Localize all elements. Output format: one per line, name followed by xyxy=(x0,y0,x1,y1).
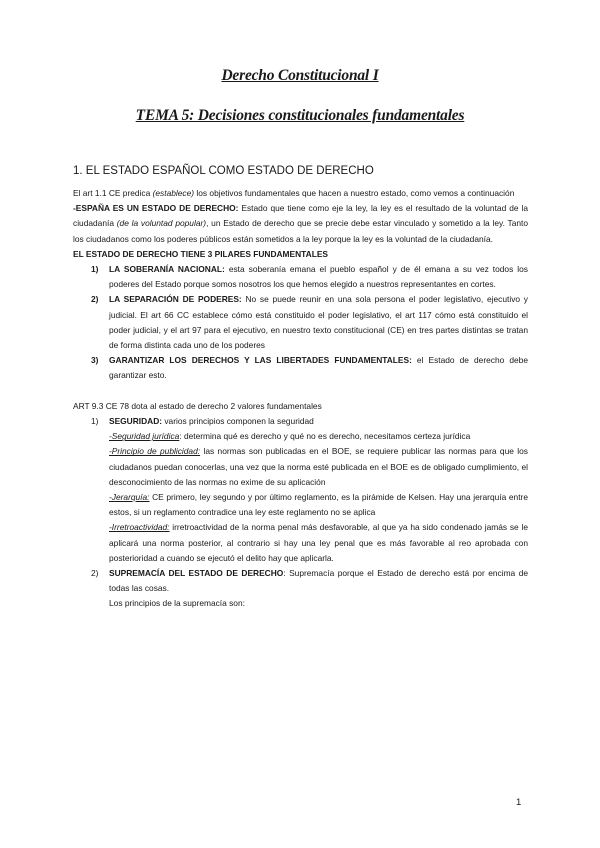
list-item xyxy=(73,262,528,292)
principle-text: : determina qué es derecho y qué no es derecho, necesitamos certeza jurídica xyxy=(179,431,471,442)
principle-text: CE primero, ley segundo y por último reglamento, es la pirámide de Kelsen. Hay una jerarquía entre estos, si un reglamento contradice una ley este reglamento no se aplica xyxy=(109,492,528,518)
estado-derecho-label: -ESPAÑA ES UN ESTADO DE DERECHO: xyxy=(73,203,239,214)
principle-text: irretroactividad de la norma penal más desfavorable, al que ya ha sido condenado jamás se le aplicará una norma posterior, al contrario si hay una ley penal que es más favorable al reo aprobada con posterioridad a cuando se ejecutó el delito hay que aplicarla. xyxy=(109,522,528,563)
value-text: varios principios componen la seguridad xyxy=(162,416,314,427)
course-title: Derecho Constitucional I xyxy=(221,67,379,84)
principle-text: las normas son publicadas en el BOE, se requiere publicar las normas para que los ciudadanos puedan conocerlas, una vez que la norma esté publicada en el BOE es de obligado cumplimiento, el desconocimiento de las normas no exime de su aplicación xyxy=(109,446,528,487)
topic-title: TEMA 5: Decisiones constitucionales fundamentales xyxy=(135,107,465,124)
intro-text-end: los objetivos fundamentales que hacen a nuestro estado, como vemos a continuación xyxy=(194,188,515,198)
pillars-heading-text: EL ESTADO DE DERECHO TIENE 3 PILARES FUNDAMENTALES xyxy=(73,248,328,259)
estado-derecho-text-end: , un Estado de derecho que se precie debe estar vinculado y sometido a la ley. Tanto los ciudadanos como los poderes públicos están sometidos a la ley porque la ley es la voluntad de la ciudadanía. xyxy=(73,218,528,244)
value-text: : Supremacía porque el Estado de derecho está por encima de todas las cosas. xyxy=(109,568,529,594)
spacer xyxy=(73,384,528,399)
principle-label: -Principio de publicidad: xyxy=(109,446,201,457)
pillar-label: GARANTIZAR LOS DERECHOS Y LAS LIBERTADES FUNDAMENTALES: xyxy=(109,355,412,366)
art93-intro: ART 9.3 CE 78 dota al estado de derecho 2 valores fundamentales xyxy=(73,400,322,411)
list-number: 2) xyxy=(91,568,99,579)
principle-item xyxy=(109,520,528,566)
document-body xyxy=(73,186,528,612)
list-number: 1) xyxy=(91,264,99,275)
principle-label: -Seguridad jurídica xyxy=(109,431,180,442)
estado-derecho-text: Estado que tiene como eje la ley, la ley es el resultado de la voluntad de la ciudadanía xyxy=(73,203,528,229)
intro-text: El art 1.1 CE predica xyxy=(73,188,153,198)
pillar-label: LA SEPARACIÓN DE PODERES: xyxy=(109,294,242,305)
intro-aside: (establece) xyxy=(152,188,195,198)
pillar-text: esta soberanía emana el pueblo español y de él emana a su vez todos los poderes del Estado porque somos nosotros los que hemos elegido a nuestros representantes en cortes. xyxy=(109,264,528,290)
principle-item xyxy=(109,429,528,444)
list-item xyxy=(73,566,528,612)
list-number: 3) xyxy=(91,355,99,366)
list-item xyxy=(73,353,528,383)
principle-label: -Irretroactividad: xyxy=(109,522,170,533)
principle-label: -Jerarquía: xyxy=(109,492,150,503)
list-item xyxy=(73,292,528,353)
pillar-label: LA SOBERANÍA NACIONAL: xyxy=(109,264,225,275)
principle-item xyxy=(109,490,528,520)
supremacy-subtext: Los principios de la supremacía son: xyxy=(109,598,245,609)
pillars-heading xyxy=(73,247,528,262)
pillars-list xyxy=(73,262,528,384)
list-item xyxy=(73,414,528,566)
pillar-text: el Estado de derecho debe garantizar esto. xyxy=(109,355,528,381)
intro-paragraph xyxy=(73,186,528,201)
principle-item xyxy=(109,444,528,490)
page-number: 1 xyxy=(516,797,522,808)
pillar-text: No se puede reunir en una sola persona el poder legislativo, ejecutivo y judicial. El art 66 CC establece cómo está constituido el poder legislativo, el art 117 cómo está constituido el poder judicial, y el art 97 para el ejecutivo, en nuestro texto constitucional (CE) en tres partes distintas se tratan de forma distinta cada uno de los poderes xyxy=(109,294,528,351)
list-number: 2) xyxy=(91,294,99,305)
estado-derecho-aside: (de la voluntad popular) xyxy=(116,218,207,229)
list-number: 1) xyxy=(91,416,99,427)
value-label: SUPREMACÍA DEL ESTADO DE DERECHO xyxy=(109,568,284,579)
value-label: SEGURIDAD: xyxy=(109,416,163,427)
estado-derecho-paragraph xyxy=(73,201,528,247)
section-heading: 1. EL ESTADO ESPAÑOL COMO ESTADO DE DERECHO xyxy=(73,165,374,177)
